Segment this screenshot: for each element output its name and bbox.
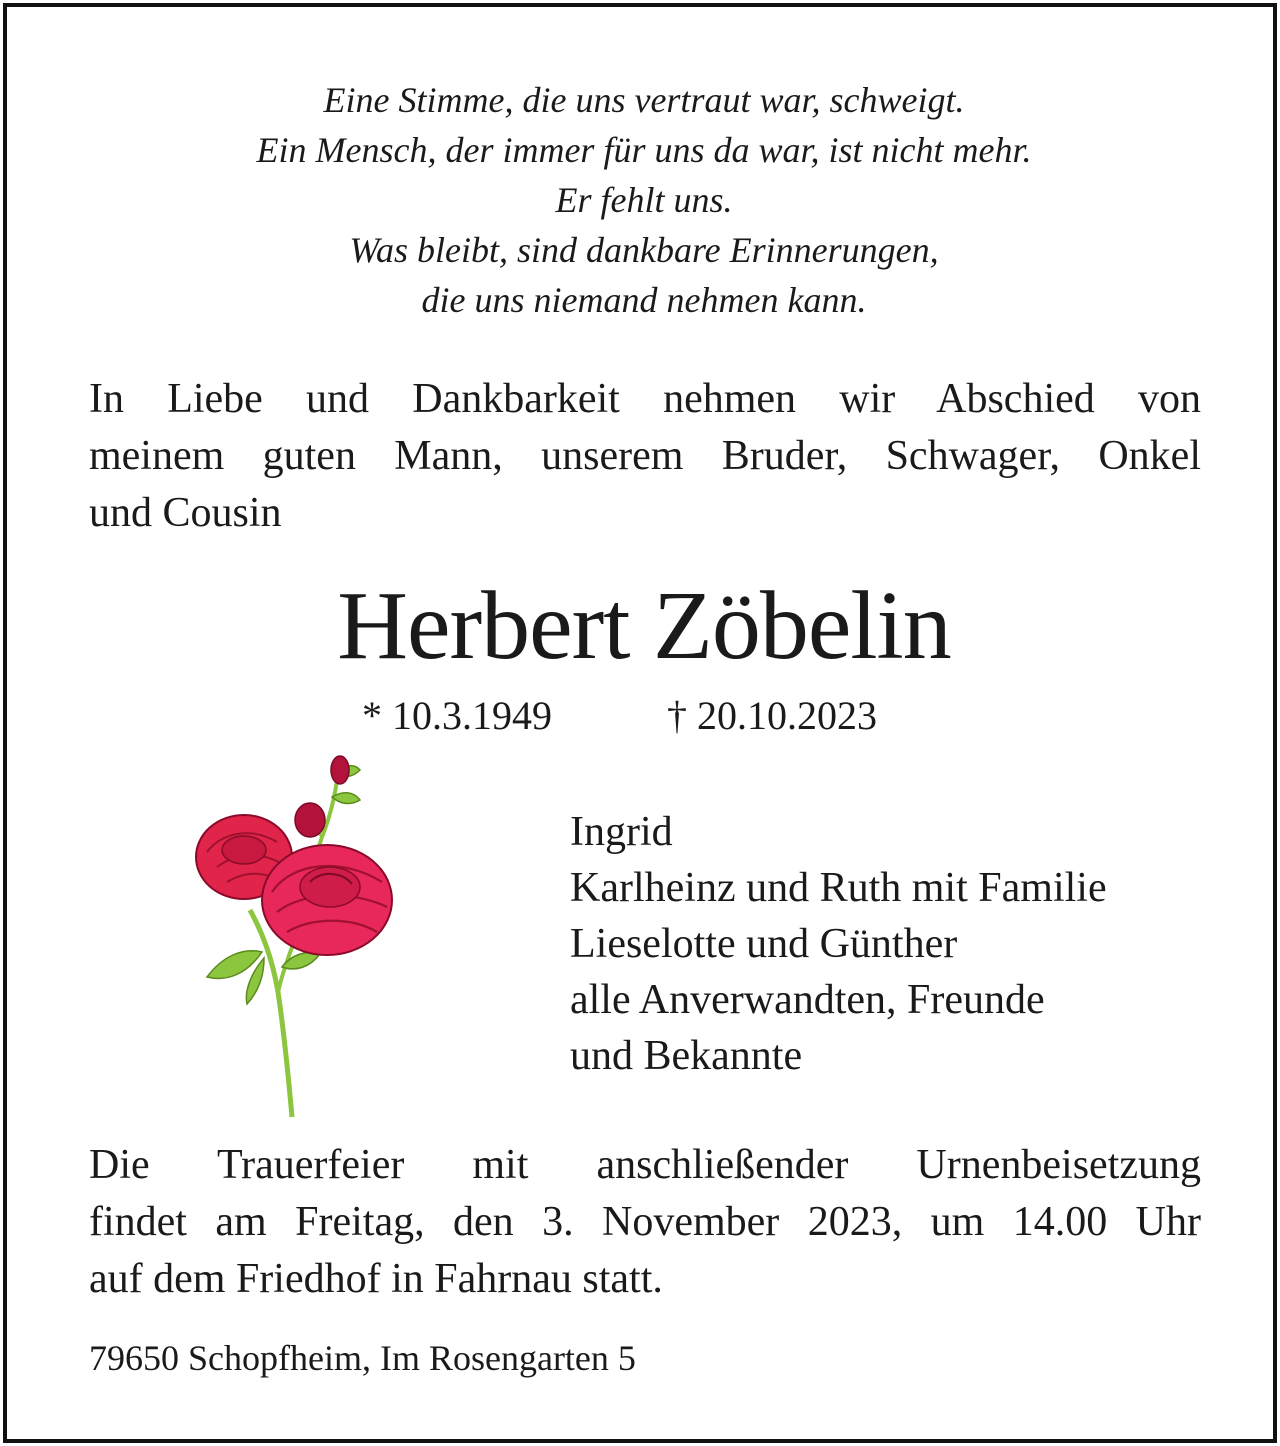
poem-line: Was bleibt, sind dankbare Erinnerungen,	[349, 230, 939, 270]
intro-line: und Cousin	[89, 490, 282, 536]
obituary-notice	[3, 3, 1277, 1443]
list-item: und Bekannte	[570, 1033, 803, 1079]
family-address: 79650 Schopfheim, Im Rosengarten 5	[89, 1338, 636, 1378]
poem-line: Ein Mensch, der immer für uns da war, ist nicht mehr.	[256, 130, 1032, 170]
mourners-list	[570, 804, 1107, 1084]
poem-line: die uns niemand nehmen kann.	[421, 280, 867, 320]
farewell-intro	[89, 371, 1201, 542]
poem-line: Eine Stimme, die uns vertraut war, schweigt.	[323, 80, 965, 120]
poem-line: Er fehlt uns.	[555, 180, 733, 220]
funeral-service-info	[89, 1137, 1201, 1308]
death-date: † 20.10.2023	[667, 693, 877, 738]
list-item: Ingrid	[570, 809, 673, 855]
intro-line: In Liebe und Dankbarkeit nehmen wir Abschied von	[89, 376, 1201, 422]
list-item: Lieselotte und Günther	[570, 921, 958, 967]
service-line: Die Trauerfeier mit anschließender Urnenbeisetzung	[89, 1142, 1201, 1188]
birth-date: * 10.3.1949	[362, 693, 552, 738]
red-rose-icon	[192, 742, 402, 1122]
list-item: alle Anverwandten, Freunde	[570, 977, 1045, 1023]
memorial-poem	[7, 75, 1280, 325]
service-line: auf dem Friedhof in Fahrnau statt.	[89, 1256, 663, 1302]
intro-line: meinem guten Mann, unserem Bruder, Schwager, Onkel	[89, 433, 1201, 479]
list-item: Karlheinz und Ruth mit Familie	[570, 865, 1107, 911]
service-line: findet am Freitag, den 3. November 2023, um 14.00 Uhr	[89, 1199, 1201, 1245]
deceased-name: Herbert Zöbelin	[337, 572, 951, 680]
